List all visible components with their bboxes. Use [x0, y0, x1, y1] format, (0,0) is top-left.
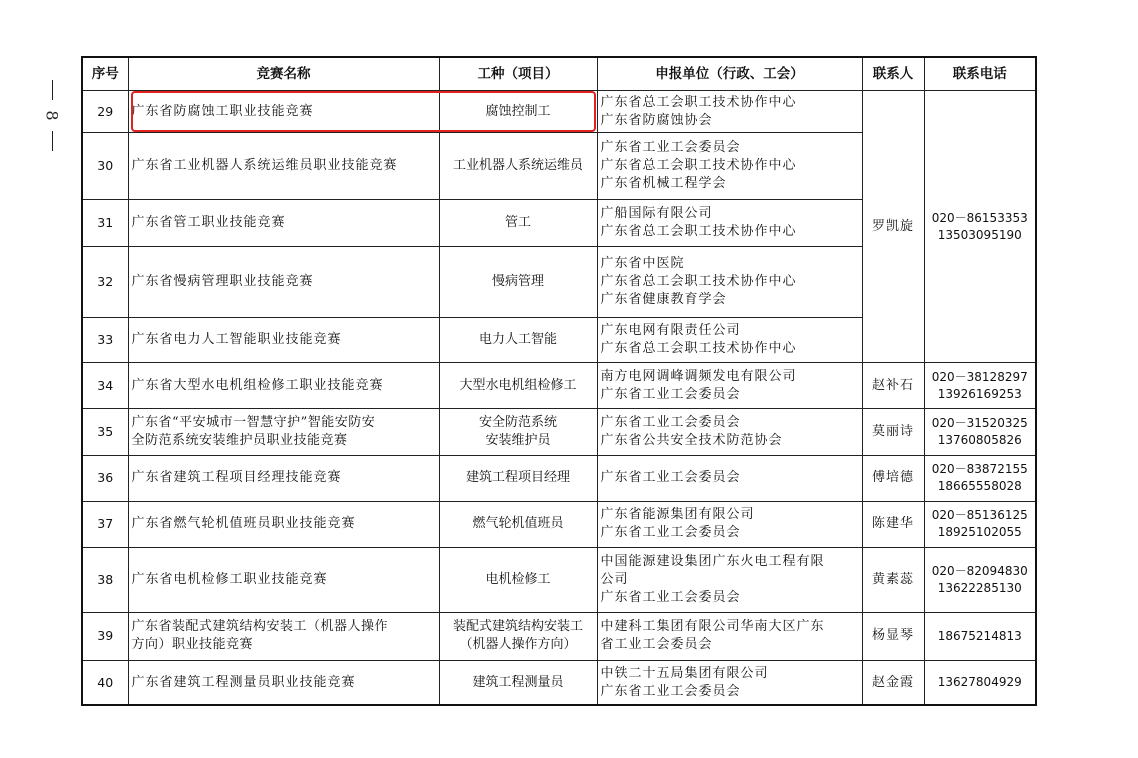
unit-line: 中建科工集团有限公司华南大区广东 — [600, 619, 825, 635]
row-phones — [924, 612, 1036, 660]
row-contact: 傅培德 — [862, 456, 924, 501]
row-seq: 35 — [82, 408, 128, 455]
phone-line: 18925102055 — [937, 525, 1022, 540]
row-trade: 腐蚀控制工 — [439, 91, 597, 133]
row-trade: 电力人工智能 — [439, 318, 597, 363]
row-trade: 工业机器人系统运维员 — [439, 133, 597, 200]
row-contact: 黄素蕊 — [862, 548, 924, 613]
table-row — [82, 408, 1036, 455]
row-units — [597, 408, 862, 455]
row-seq: 30 — [82, 133, 128, 200]
header-unit: 申报单位（行政、工会） — [597, 57, 862, 91]
phone-line: 020－86153353 — [931, 210, 1028, 225]
page-number-top-rule — [52, 80, 53, 100]
name-line: 广东省装配式建筑结构安装工（机器人操作 — [131, 619, 389, 635]
trade-line: 安全防范系统 — [478, 415, 557, 431]
row-trade — [439, 612, 597, 660]
row-seq: 39 — [82, 612, 128, 660]
phone-line: 18675214813 — [937, 628, 1022, 643]
row-name — [128, 408, 439, 455]
table-header-row — [82, 57, 1036, 91]
unit-line: 广东电网有限责任公司 — [600, 323, 741, 339]
row-units — [597, 456, 862, 501]
row-phones — [924, 363, 1036, 408]
row-contact: 赵金霞 — [862, 661, 924, 705]
unit-line: 广东省工业工会委员会 — [600, 415, 741, 431]
unit-line: 广东省总工会职工技术协作中心 — [600, 224, 797, 240]
unit-line: 广东省机械工程学会 — [600, 176, 727, 192]
phone-line: 13760805826 — [937, 433, 1022, 448]
row-phones — [924, 408, 1036, 455]
unit-line: 省工业工会委员会 — [600, 637, 713, 653]
unit-line: 广东省总工会职工技术协作中心 — [600, 158, 797, 174]
row-units — [597, 501, 862, 547]
phone-line: 020－38128297 — [931, 369, 1028, 384]
unit-line: 广东省总工会职工技术协作中心 — [600, 274, 797, 290]
row-units — [597, 133, 862, 200]
row-seq: 32 — [82, 247, 128, 318]
unit-line: 广东省中医院 — [600, 256, 685, 272]
row-name: 广东省建筑工程项目经理技能竞赛 — [128, 456, 439, 501]
row-phones — [924, 661, 1036, 705]
row-name: 广东省防腐蚀工职业技能竞赛 — [128, 91, 439, 133]
competition-table — [81, 56, 1037, 706]
row-name: 广东省管工职业技能竞赛 — [128, 199, 439, 246]
table-row — [82, 548, 1036, 613]
header-contact: 联系人 — [862, 57, 924, 91]
unit-line: 广东省工业工会委员会 — [600, 525, 741, 541]
row-units — [597, 548, 862, 613]
row-seq: 29 — [82, 91, 128, 133]
row-units — [597, 363, 862, 408]
phone-line: 020－85136125 — [931, 508, 1028, 523]
row-phones — [924, 456, 1036, 501]
table-row — [82, 363, 1036, 408]
row-name: 广东省大型水电机组检修工职业技能竞赛 — [128, 363, 439, 408]
row-units — [597, 247, 862, 318]
row-name: 广东省工业机器人系统运维员职业技能竞赛 — [128, 133, 439, 200]
group-contact-phones — [924, 91, 1036, 363]
name-line: 广东省“平安城市一智慧守护”智能安防安 — [131, 415, 376, 431]
phone-line: 13503095190 — [937, 227, 1022, 242]
row-name: 广东省电机检修工职业技能竞赛 — [128, 548, 439, 613]
header-seq: 序号 — [82, 57, 128, 91]
name-line: 全防范系统安装维护员职业技能竞赛 — [131, 433, 348, 449]
unit-line: 广东省防腐蚀协会 — [600, 112, 713, 128]
row-trade: 慢病管理 — [439, 247, 597, 318]
table-row — [82, 661, 1036, 705]
header-name: 竞赛名称 — [128, 57, 439, 91]
unit-line: 广东省总工会职工技术协作中心 — [600, 94, 797, 110]
unit-line: 广东省健康教育学会 — [600, 292, 727, 308]
row-phones — [924, 501, 1036, 547]
row-units — [597, 318, 862, 363]
unit-line: 广东省工业工会委员会 — [600, 140, 741, 156]
phone-line: 13622285130 — [937, 580, 1022, 595]
unit-line: 广东省工业工会委员会 — [600, 386, 741, 402]
unit-line: 广东省工业工会委员会 — [600, 470, 741, 486]
row-contact: 莫丽诗 — [862, 408, 924, 455]
phone-line: 020－31520325 — [931, 416, 1028, 431]
row-name: 广东省建筑工程测量员职业技能竞赛 — [128, 661, 439, 705]
page-number: 8 — [42, 110, 62, 121]
unit-line: 中铁二十五局集团有限公司 — [600, 665, 769, 681]
unit-line: 广东省工业工会委员会 — [600, 683, 741, 699]
row-seq: 40 — [82, 661, 128, 705]
row-seq: 33 — [82, 318, 128, 363]
table-row — [82, 501, 1036, 547]
row-name: 广东省电力人工智能职业技能竞赛 — [128, 318, 439, 363]
unit-line: 广东省总工会职工技术协作中心 — [600, 341, 797, 357]
row-seq: 31 — [82, 199, 128, 246]
header-trade: 工种（项目） — [439, 57, 597, 91]
row-units — [597, 661, 862, 705]
phone-line: 020－82094830 — [931, 563, 1028, 578]
row-contact: 赵补石 — [862, 363, 924, 408]
trade-line: （机器人操作方向） — [459, 637, 577, 653]
unit-line: 广东省公共安全技术防范协会 — [600, 433, 783, 449]
row-seq: 34 — [82, 363, 128, 408]
row-contact: 杨显琴 — [862, 612, 924, 660]
unit-line: 公司 — [600, 571, 629, 587]
row-trade: 电机检修工 — [439, 548, 597, 613]
group-contact-name: 罗凯旋 — [862, 91, 924, 363]
row-trade: 燃气轮机值班员 — [439, 501, 597, 547]
row-seq: 36 — [82, 456, 128, 501]
name-line: 方向）职业技能竞赛 — [131, 637, 254, 653]
unit-line: 中国能源建设集团广东火电工程有限 — [600, 553, 825, 569]
trade-line: 装配式建筑结构安装工 — [452, 619, 583, 635]
phone-line: 13926169253 — [937, 386, 1022, 401]
row-units — [597, 612, 862, 660]
page-number-marker — [40, 80, 64, 151]
page-number-bottom-rule — [52, 131, 53, 151]
header-phone: 联系电话 — [924, 57, 1036, 91]
phone-line: 020－83872155 — [931, 462, 1028, 477]
row-trade: 大型水电机组检修工 — [439, 363, 597, 408]
table-row — [82, 91, 1036, 133]
table-row — [82, 612, 1036, 660]
row-units — [597, 91, 862, 133]
table-row — [82, 456, 1036, 501]
row-name — [128, 612, 439, 660]
row-name: 广东省慢病管理职业技能竞赛 — [128, 247, 439, 318]
row-trade: 管工 — [439, 199, 597, 246]
row-trade — [439, 408, 597, 455]
unit-line: 南方电网调峰调频发电有限公司 — [600, 368, 797, 384]
row-trade: 建筑工程测量员 — [439, 661, 597, 705]
trade-line: 安装维护员 — [485, 433, 551, 449]
row-trade: 建筑工程项目经理 — [439, 456, 597, 501]
unit-line: 广船国际有限公司 — [600, 206, 713, 222]
row-units — [597, 199, 862, 246]
unit-line: 广东省能源集团有限公司 — [600, 507, 755, 523]
phone-line: 13627804929 — [937, 675, 1022, 690]
row-contact: 陈建华 — [862, 501, 924, 547]
row-name: 广东省燃气轮机值班员职业技能竞赛 — [128, 501, 439, 547]
phone-line: 18665558028 — [937, 479, 1022, 494]
unit-line: 广东省工业工会委员会 — [600, 589, 741, 605]
row-seq: 37 — [82, 501, 128, 547]
row-phones — [924, 548, 1036, 613]
row-seq: 38 — [82, 548, 128, 613]
